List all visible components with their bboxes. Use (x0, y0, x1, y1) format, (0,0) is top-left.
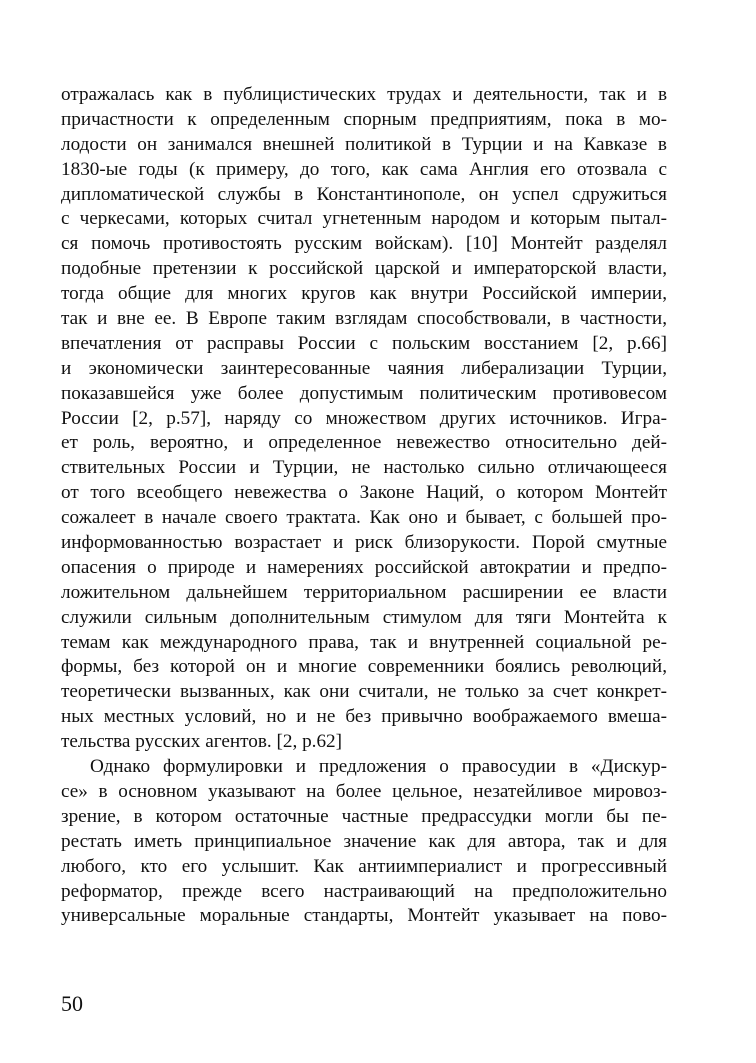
page-number: 50 (61, 991, 83, 1016)
paragraph (61, 83, 667, 755)
text-line: информованностью возрастает и риск близорукости. Порой смутные (61, 532, 667, 554)
text-line: подобные претензии к российской царской и императорской власти, (61, 258, 667, 280)
text-line: теоретически вызванных, как они считали, не только за счет конкрет- (61, 681, 667, 703)
text-line: ствительных России и Турции, не настолько сильно отличающееся (61, 457, 667, 479)
text-line: дипломатической службы в Константинополе, он успел сдружиться (61, 183, 667, 205)
text-line: темам как международного права, так и внутренней социальной ре- (61, 631, 667, 653)
text-line: любого, кто его услышит. Как антиимпериалист и прогрессивный (61, 855, 667, 877)
text-line: тельства русских агентов. [2, p.62] (61, 731, 343, 753)
text-line: так и вне ее. В Европе таким взглядам способствовали, в частности, (61, 308, 667, 330)
text-line: Однако формулировки и предложения о правосудии в «Дискур- (90, 756, 667, 778)
text-line: формы, без которой он и многие современники боялись революций, (61, 656, 667, 678)
text-line: России [2, p.57], наряду со множеством других источников. Игра- (61, 407, 667, 429)
text-line: ложительном дальнейшем территориальном расширении ее власти (61, 581, 667, 603)
text-line: служили сильным дополнительным стимулом для тяги Монтейта к (61, 606, 667, 628)
text-line: 1830-ые годы (к примеру, до того, как сама Англия его отозвала с (61, 158, 667, 180)
text-line: впечатления от расправы России с польским восстанием [2, p.66] (61, 332, 667, 354)
text-line: се» в основном указывают на более цельное, незатейливое мировоз- (61, 780, 667, 802)
text-line: реформатор, прежде всего настраивающий на предположительно (61, 880, 667, 902)
text-line: с черкесами, которых считал угнетенным народом и которым пытал- (61, 208, 667, 230)
paragraph (61, 755, 667, 929)
text-line: сожалеет в начале своего трактата. Как оно и бывает, с большей про- (61, 507, 667, 529)
text-line: от того всеобщего невежества о Законе Наций, о котором Монтейт (61, 482, 667, 504)
text-line: универсальные моральные стандарты, Монтейт указывает на пово- (61, 905, 667, 927)
text-line: показавшейся уже более допустимым политическим противовесом (61, 382, 667, 404)
text-line: причастности к определенным спорным предприятиям, пока в мо- (61, 108, 667, 130)
text-line: ет роль, вероятно, и определенное невежество относительно дей- (61, 432, 667, 454)
text-line: и экономически заинтересованные чаяния либерализации Турции, (61, 357, 667, 379)
text-line: ных местных условий, но и не без привычно воображаемого вмеша- (61, 706, 667, 728)
text-line: опасения о природе и намерениях российской автократии и предпо- (61, 556, 667, 578)
body-text (61, 83, 667, 929)
text-line: рестать иметь принципиальное значение как для автора, так и для (61, 830, 667, 852)
text-line: зрение, в котором остаточные частные предрассудки могли бы пе- (61, 805, 667, 827)
text-line: тогда общие для многих кругов как внутри Российской империи, (61, 283, 667, 305)
text-line: отражалась как в публицистических трудах и деятельности, так и в (61, 84, 667, 105)
text-line: ся помочь противостоять русским войскам). [10] Монтейт разделял (61, 233, 667, 255)
text-line: лодости он занимался внешней политикой в Турции и на Кавказе в (61, 133, 667, 155)
